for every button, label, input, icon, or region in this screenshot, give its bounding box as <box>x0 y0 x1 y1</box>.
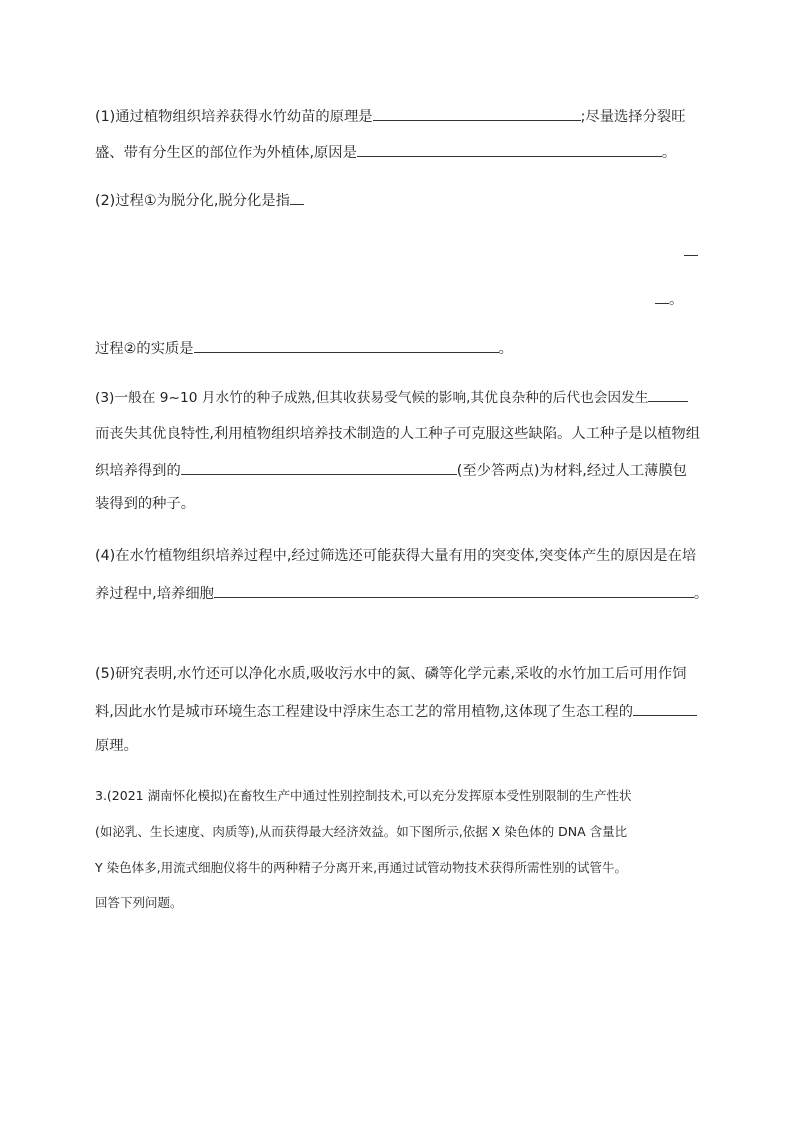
answer-blank[interactable] <box>684 240 698 256</box>
q1-text-c: 盛、带有分生区的部位作为外植体,原因是 <box>95 145 357 161</box>
p3-text-b: (如泌乳、生长速度、肉质等),从而获得最大经济效益。如下图所示,依据 X 染色体的 DNA 含量比 <box>95 824 628 839</box>
p3-text-d: 回答下列问题。 <box>95 895 183 910</box>
q1-line-2 <box>95 141 676 163</box>
q1-text-d: 。 <box>661 145 677 161</box>
q3-text-d: (至少答两点)为材料,经过人工薄膜包 <box>456 463 687 479</box>
answer-blank[interactable] <box>194 337 499 353</box>
q3-line-3 <box>95 459 687 481</box>
q4-text-c: 。 <box>693 586 709 602</box>
q3-text-e: 装得到的种子。 <box>95 496 196 512</box>
p3-line-3 <box>95 858 627 878</box>
answer-blank[interactable] <box>357 141 662 157</box>
p3-line-2 <box>95 822 627 842</box>
q5-text-b: 料,因此水竹是城市环境生态工程建设中浮床生态工艺的常用植物,这体现了生态工程的 <box>95 704 634 720</box>
answer-blank[interactable] <box>181 459 457 475</box>
q5-text-c: 原理。 <box>95 738 138 754</box>
q2-line-1 <box>95 189 304 211</box>
p3-line-4 <box>95 893 183 913</box>
p3-text-a: 3.(2021 湖南怀化模拟)在畜牧生产中通过性别控制技术,可以充分发挥原本受性别限制的生产性状 <box>95 788 632 803</box>
q2-text-end: 。 <box>669 292 684 308</box>
q2-line-4 <box>95 337 513 359</box>
q4-text-a: (4)在水竹植物组织培养过程中,经过筛选还可能获得大量有用的突变体,突变体产生的原因是在培 <box>95 548 697 564</box>
q3-text-c: 织培养得到的 <box>95 463 181 479</box>
q2-line-2 <box>684 240 698 262</box>
q4-line-1 <box>95 546 696 566</box>
q4-line-2 <box>95 582 708 604</box>
answer-blank[interactable] <box>290 189 304 205</box>
answer-blank[interactable] <box>633 700 697 716</box>
q3-line-4 <box>95 494 195 514</box>
q5-text-a: (5)研究表明,水竹还可以净化水质,吸收污水中的氮、磷等化学元素,采收的水竹加工后可用作饲 <box>95 666 687 682</box>
q3-line-1 <box>95 386 688 408</box>
q1-text-a: (1)通过植物组织培养获得水竹幼苗的原理是 <box>95 109 373 125</box>
q3-line-2 <box>95 424 700 444</box>
q2-text-b: 过程②的实质是 <box>95 341 194 357</box>
q1-text-b: ;尽量选择分裂旺 <box>580 109 686 125</box>
q1-line-1 <box>95 105 686 127</box>
q5-line-3 <box>95 736 138 756</box>
answer-blank[interactable] <box>373 105 581 121</box>
q3-text-a: (3)一般在 9~10 月水竹的种子成熟,但其收获易受气候的影响,其优良杂种的后代也会因发生 <box>95 390 649 406</box>
answer-blank[interactable] <box>648 386 688 402</box>
q2-text-a: (2)过程①为脱分化,脱分化是指 <box>95 193 290 209</box>
q2-text-c: 。 <box>498 341 513 357</box>
p3-line-1 <box>95 786 631 806</box>
q5-line-2 <box>95 700 697 722</box>
p3-text-c: Y 染色体多,用流式细胞仪将牛的两种精子分离开来,再通过试管动物技术获得所需性别的试管牛。 <box>95 860 628 875</box>
q4-text-b: 养过程中,培养细胞 <box>95 586 214 602</box>
q5-line-1 <box>95 664 686 684</box>
q3-text-b: 而丧失其优良特性,利用植物组织培养技术制造的人工种子可克服这些缺陷。人工种子是以植物组 <box>95 426 701 442</box>
answer-blank[interactable] <box>214 582 694 598</box>
answer-blank[interactable] <box>655 288 669 304</box>
q2-line-3 <box>655 288 683 310</box>
